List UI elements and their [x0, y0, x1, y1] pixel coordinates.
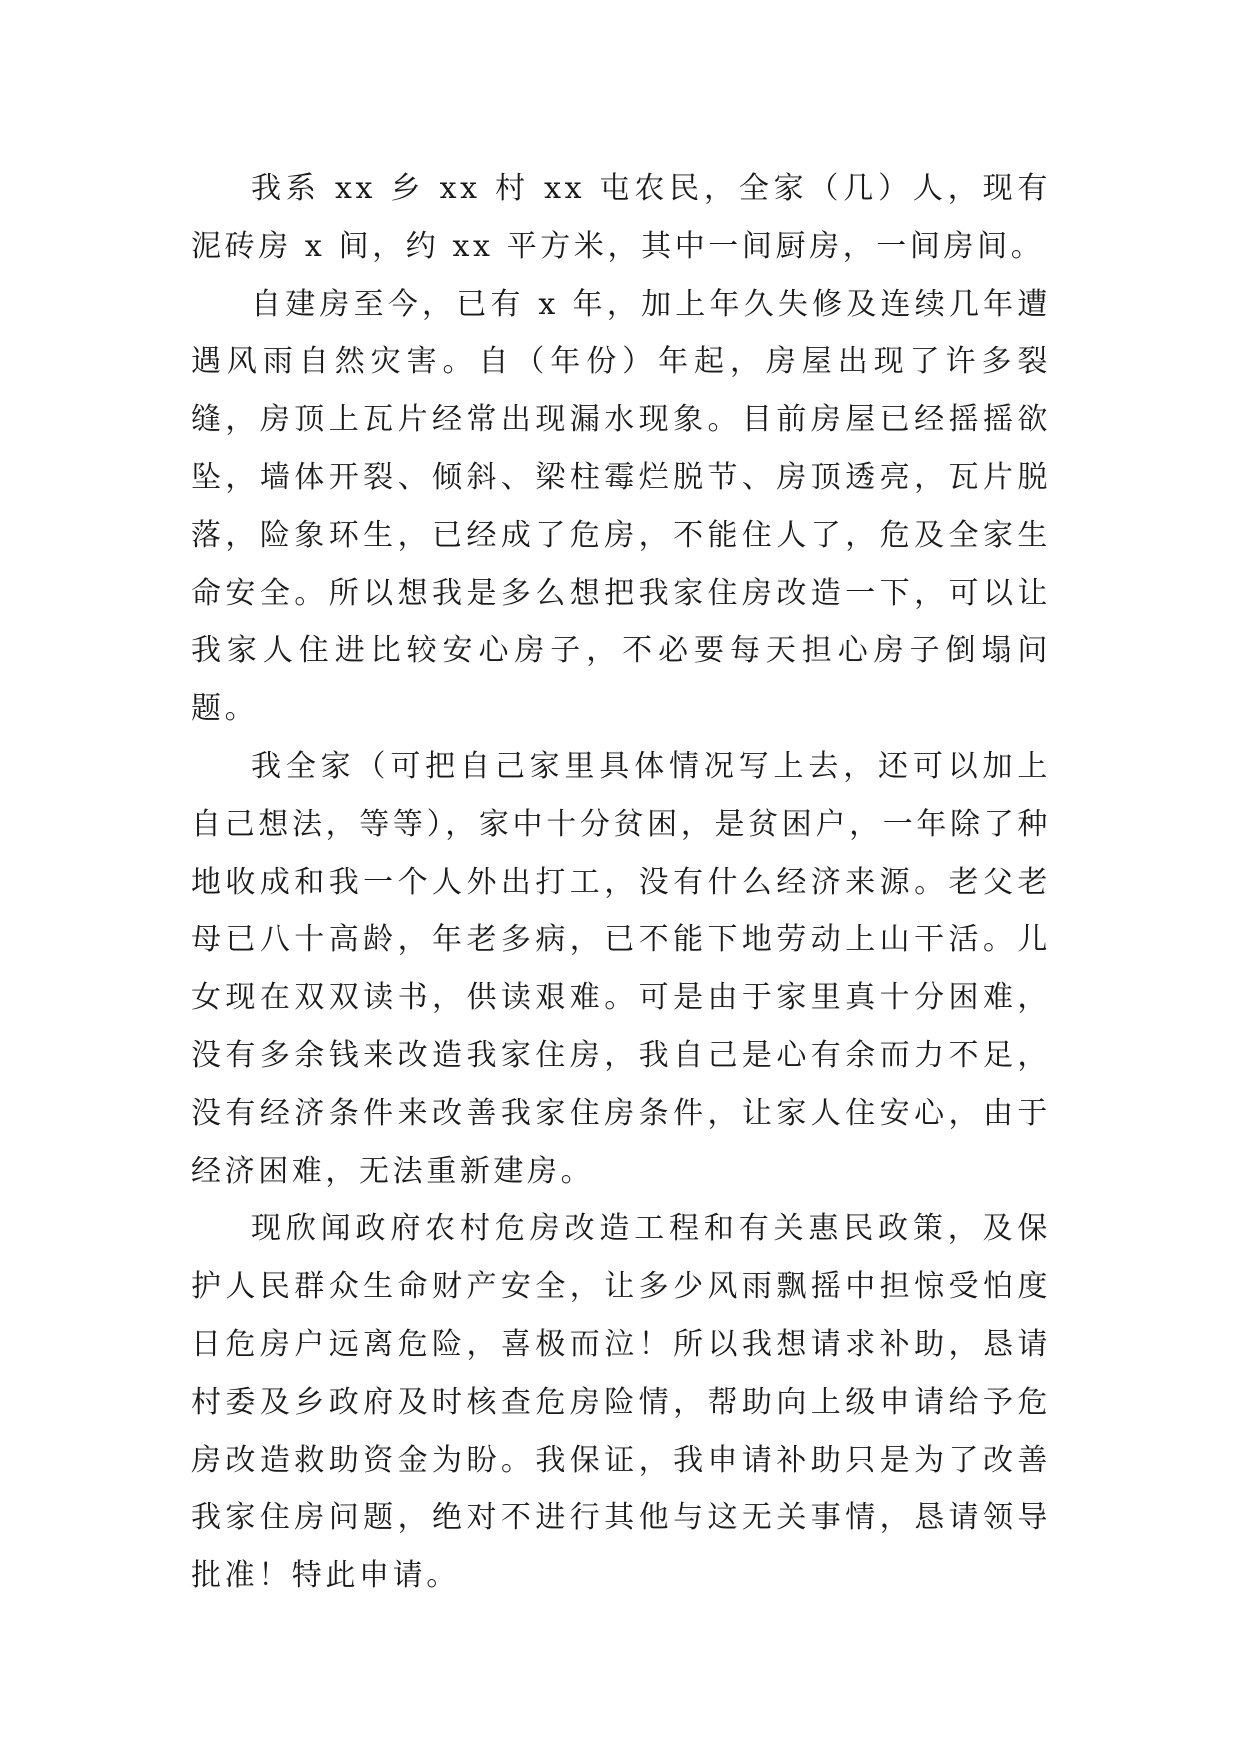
paragraph-house-condition: 自建房至今，已有 x 年，加上年久失修及连续几年遭遇风雨自然灾害。自（年份）年起，房屋出现了许多裂缝，房顶上瓦片经常出现漏水现象。目前房屋已经摇摇欲坠，墙体开裂、倾斜、梁柱霉烂脱节、房顶透亮，瓦片脱落，险象环生，已经成了危房，不能住人了，危及全家生命安全。所以想我是多么想把我家住房改造一下，可以让我家人住进比较安心房子，不必要每天担心房子倒塌问题。 [191, 286, 1051, 727]
paragraph-family-hardship: 我全家（可把自己家里具体情况写上去，还可以加上自己想法，等等），家中十分贫困，是贫困户，一年除了种地收成和我一个人外出打工，没有什么经济来源。老父老母已八十高龄，年老多病，已不能下地劳动上山干活。儿女现在双双读书，供读艰难。可是由于家里真十分困难，没有多余钱来改造我家住房，我自己是心有余而力不足，没有经济条件来改善我家住房条件，让家人住安心，由于经济困难，无法重新建房。 [191, 748, 1051, 1189]
paragraph-subsidy-request: 现欣闻政府农村危房改造工程和有关惠民政策，及保护人民群众生命财产安全，让多少风雨飘摇中担惊受怕度日危房户远离危险，喜极而泣！所以我想请求补助，恳请村委及乡政府及时核查危房险情，帮助向上级申请给予危房改造救助资金为盼。我保证，我申请补助只是为了改善我家住房问题，绝对不进行其他与这无关事情，恳请领导批准！特此申请。 [191, 1211, 1051, 1594]
document-body [191, 160, 1051, 1605]
paragraph-family-housing: 我系 xx 乡 xx 村 xx 屯农民，全家（几）人，现有泥砖房 x 间，约 xx 平方米，其中一间厨房，一间房间。 [191, 171, 1051, 264]
